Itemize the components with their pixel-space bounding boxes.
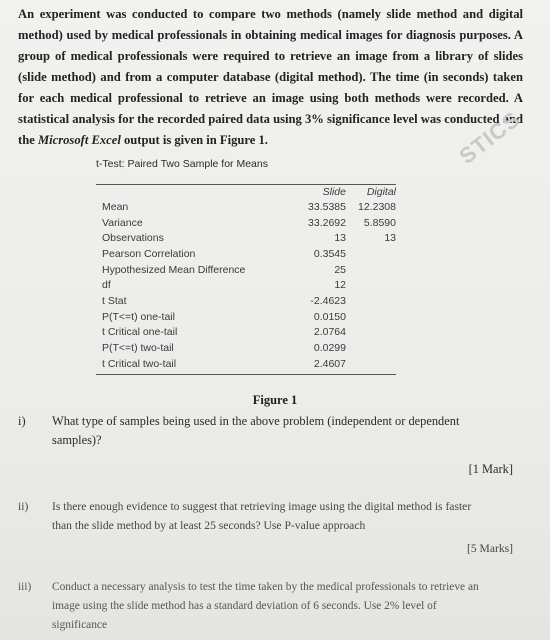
row-value-slide: 0.0299 <box>313 342 346 355</box>
row-value-slide: 0.0150 <box>313 310 346 323</box>
table-row <box>96 230 396 246</box>
intro-end: . <box>264 133 268 147</box>
row-label: df <box>102 279 111 292</box>
table-header-row <box>96 185 396 199</box>
row-label: t Critical two-tail <box>102 357 177 370</box>
table-row <box>96 309 396 325</box>
question-text: What type of samples being used in the above problem (independent or dependent samples)? <box>52 414 460 447</box>
table-row <box>96 246 396 262</box>
table-row <box>96 356 396 372</box>
table-row <box>96 262 396 278</box>
question-marks: [1 Mark] <box>468 462 513 476</box>
row-value-slide: 0.3545 <box>313 247 346 260</box>
table-row <box>96 215 396 231</box>
question-number: iii) <box>18 581 32 593</box>
ttest-output-table <box>96 158 396 375</box>
intro-text-2: output is given in <box>120 133 220 147</box>
table-row <box>96 293 396 309</box>
row-value-slide: 13 <box>334 232 346 245</box>
row-label: Mean <box>102 200 129 213</box>
row-value-digital: 12.2308 <box>358 200 396 213</box>
row-label: t Critical one-tail <box>102 326 178 339</box>
row-label: P(T<=t) two-tail <box>102 342 174 355</box>
table-row <box>96 325 396 341</box>
row-label: Hypothesized Mean Difference <box>102 263 246 276</box>
question-marks: [5 Marks] <box>466 542 513 555</box>
table-row <box>96 199 396 215</box>
row-value-digital: 13 <box>384 232 396 245</box>
header-digital: Digital <box>366 186 396 198</box>
table-title: t-Test: Paired Two Sample for Means <box>96 158 268 170</box>
table-bottom-rule <box>96 374 396 375</box>
row-value-slide: 2.0764 <box>313 326 346 339</box>
problem-statement <box>18 4 523 151</box>
row-label: Pearson Correlation <box>102 247 196 260</box>
row-label: Variance <box>102 216 143 229</box>
row-label: t Stat <box>102 294 127 307</box>
row-value-slide: 2.4607 <box>313 357 346 370</box>
question-number: i) <box>18 414 26 428</box>
figure-reference: Figure 1 <box>219 133 265 147</box>
question-text: Conduct a necessary analysis to test the time taken by the medical professionals to retrieve an image using the slide method has a standard deviation of 6 seconds. Use 2% level of significance <box>52 581 479 631</box>
table-body <box>96 199 396 372</box>
row-label: Observations <box>102 232 164 245</box>
question-number: ii) <box>18 500 29 513</box>
table-row <box>96 277 396 293</box>
intro-text: An experiment was conducted to compare two methods (namely slide method and digital method) used by medical professionals in obtaining medical images for diagnosis purposes. A group of medical professionals were required to retrieve an image from a library of slides (slide method) and from a computer database (digital method). The time (in seconds) taken for each medical professional to retrieve an image using both methods were recorded. A statistical analysis for the recorded paired data using 3% significance level was conducted and the <box>18 7 523 147</box>
row-value-slide: 33.2692 <box>308 216 346 229</box>
row-value-slide: -2.4623 <box>310 294 346 307</box>
row-value-slide: 25 <box>334 263 346 276</box>
watermark-stamp: STICS <box>454 106 525 169</box>
row-value-slide: 12 <box>334 279 346 292</box>
header-slide: Slide <box>322 186 346 198</box>
excel-name: Microsoft Excel <box>37 133 121 147</box>
figure-caption: Figure 1 <box>252 393 298 407</box>
table-row <box>96 340 396 356</box>
row-value-digital: 5.8590 <box>363 216 396 229</box>
row-value-slide: 33.5385 <box>308 200 346 213</box>
row-label: P(T<=t) one-tail <box>102 310 175 323</box>
question-text: Is there enough evidence to suggest that retrieving image using the digital method is faster than the slide method by at least 25 seconds? Use P-value approach <box>52 500 472 532</box>
